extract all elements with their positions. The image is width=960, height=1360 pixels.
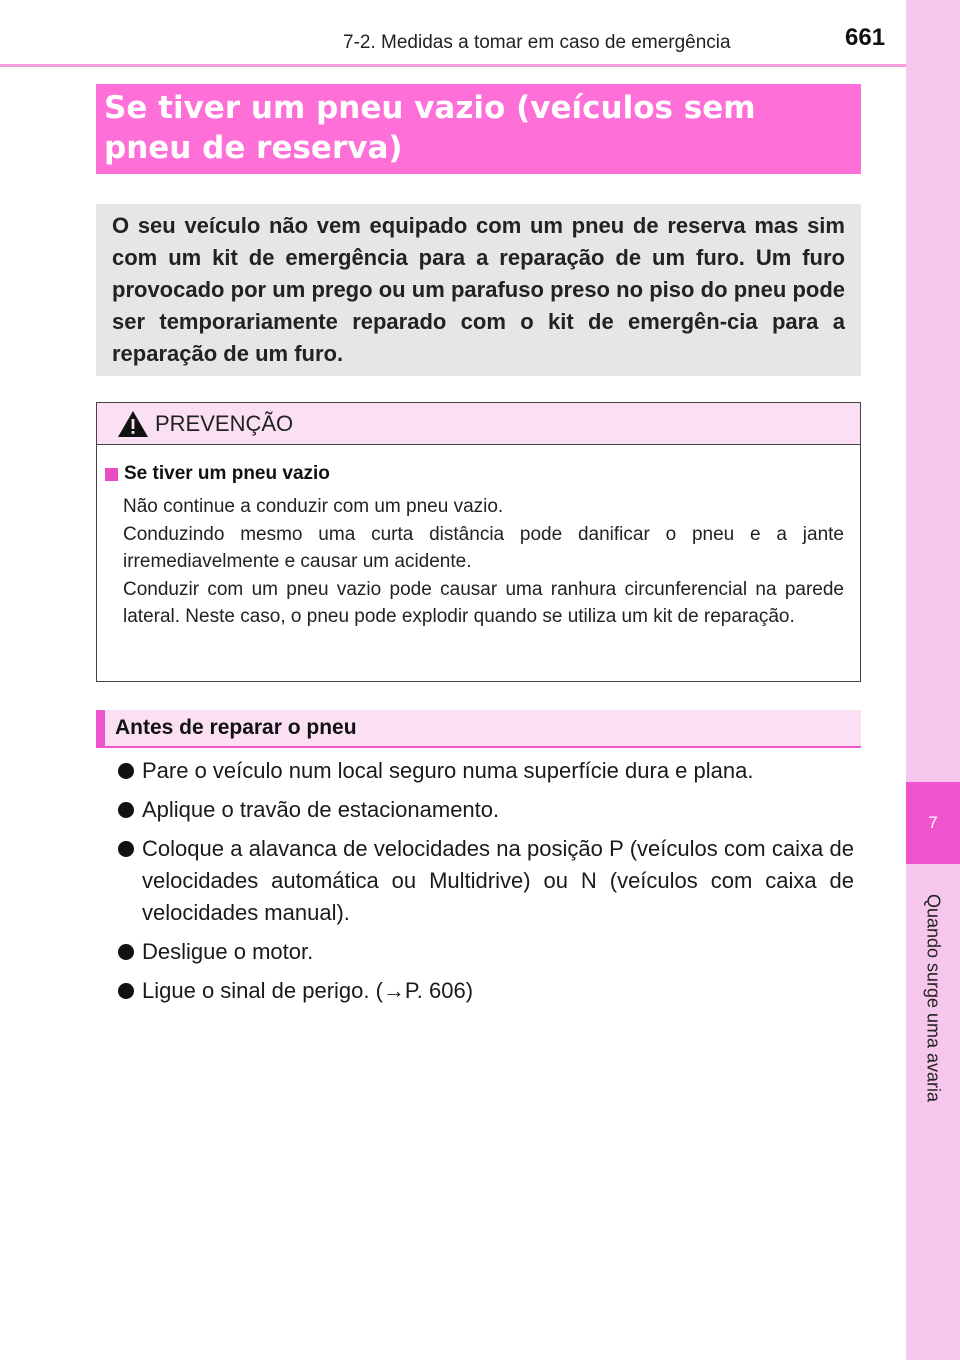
warning-body — [97, 445, 860, 631]
list-item — [118, 975, 854, 1007]
bullet-dot-icon — [118, 763, 134, 779]
section-heading: Antes de reparar o pneu — [96, 710, 861, 748]
warning-box — [96, 402, 861, 682]
side-tab — [906, 0, 960, 1360]
bullet-dot-icon — [118, 944, 134, 960]
bullet-dot-icon — [118, 802, 134, 818]
square-bullet-icon — [105, 468, 118, 481]
list-item-text: Desligue o motor. — [142, 939, 314, 964]
bullet-dot-icon — [118, 841, 134, 857]
warning-paragraph: Não continue a conduzir com um pneu vazio. — [123, 496, 504, 517]
list-item-text: Coloque a alavanca de velocidades na posição P (veículos com caixa de velocidades automática ou Multidrive) ou N (veículos com caixa de velocidades manual). — [142, 836, 854, 925]
bullet-dot-icon — [118, 983, 134, 999]
chapter-number: 7 — [906, 782, 960, 864]
list-item — [118, 833, 854, 929]
list-item — [118, 794, 854, 826]
list-item — [118, 936, 854, 968]
list-item-text: Aplique o travão de estacionamento. — [142, 797, 500, 822]
chapter-title: Quando surge uma avaria — [923, 893, 944, 1103]
warning-subheading-text: Se tiver um pneu vazio — [124, 463, 330, 484]
warning-subheading — [105, 463, 844, 485]
warning-paragraph: Conduzir com um pneu vazio pode causar uma ranhura circunferencial na parede lateral. Neste caso, o pneu pode explodir quando se utiliza um kit de reparação. — [123, 578, 844, 627]
list-item-text: Ligue o sinal de perigo. (→P. 606) — [142, 978, 474, 1003]
list-item — [118, 755, 854, 787]
steps-list — [118, 755, 854, 1014]
warning-header — [97, 403, 860, 445]
header-section-title: 7-2. Medidas a tomar em caso de emergência — [343, 32, 731, 53]
warning-label: PREVENÇÃO — [155, 410, 294, 436]
page-title: Se tiver um pneu vazio (veículos sem pneu de reserva) — [104, 90, 756, 166]
title-band — [96, 84, 861, 174]
page-number: 661 — [845, 24, 886, 51]
list-item-text: Pare o veículo num local seguro numa superfície dura e plana. — [142, 758, 754, 783]
intro-box: O seu veículo não vem equipado com um pneu de reserva mas sim com um kit de emergência para a reparação de um furo. Um furo provocado por um prego ou um parafuso preso no piso do pneu pode ser temporariamente reparado com o kit de emergên-cia para a reparação de um furo. — [96, 204, 861, 376]
header-divider — [0, 64, 906, 67]
warning-text — [123, 493, 844, 631]
warning-paragraph: Conduzindo mesmo uma curta distância pode danificar o pneu e a jante irremediavelmente e causar um acidente. — [123, 523, 844, 572]
warning-triangle-icon — [117, 410, 149, 438]
